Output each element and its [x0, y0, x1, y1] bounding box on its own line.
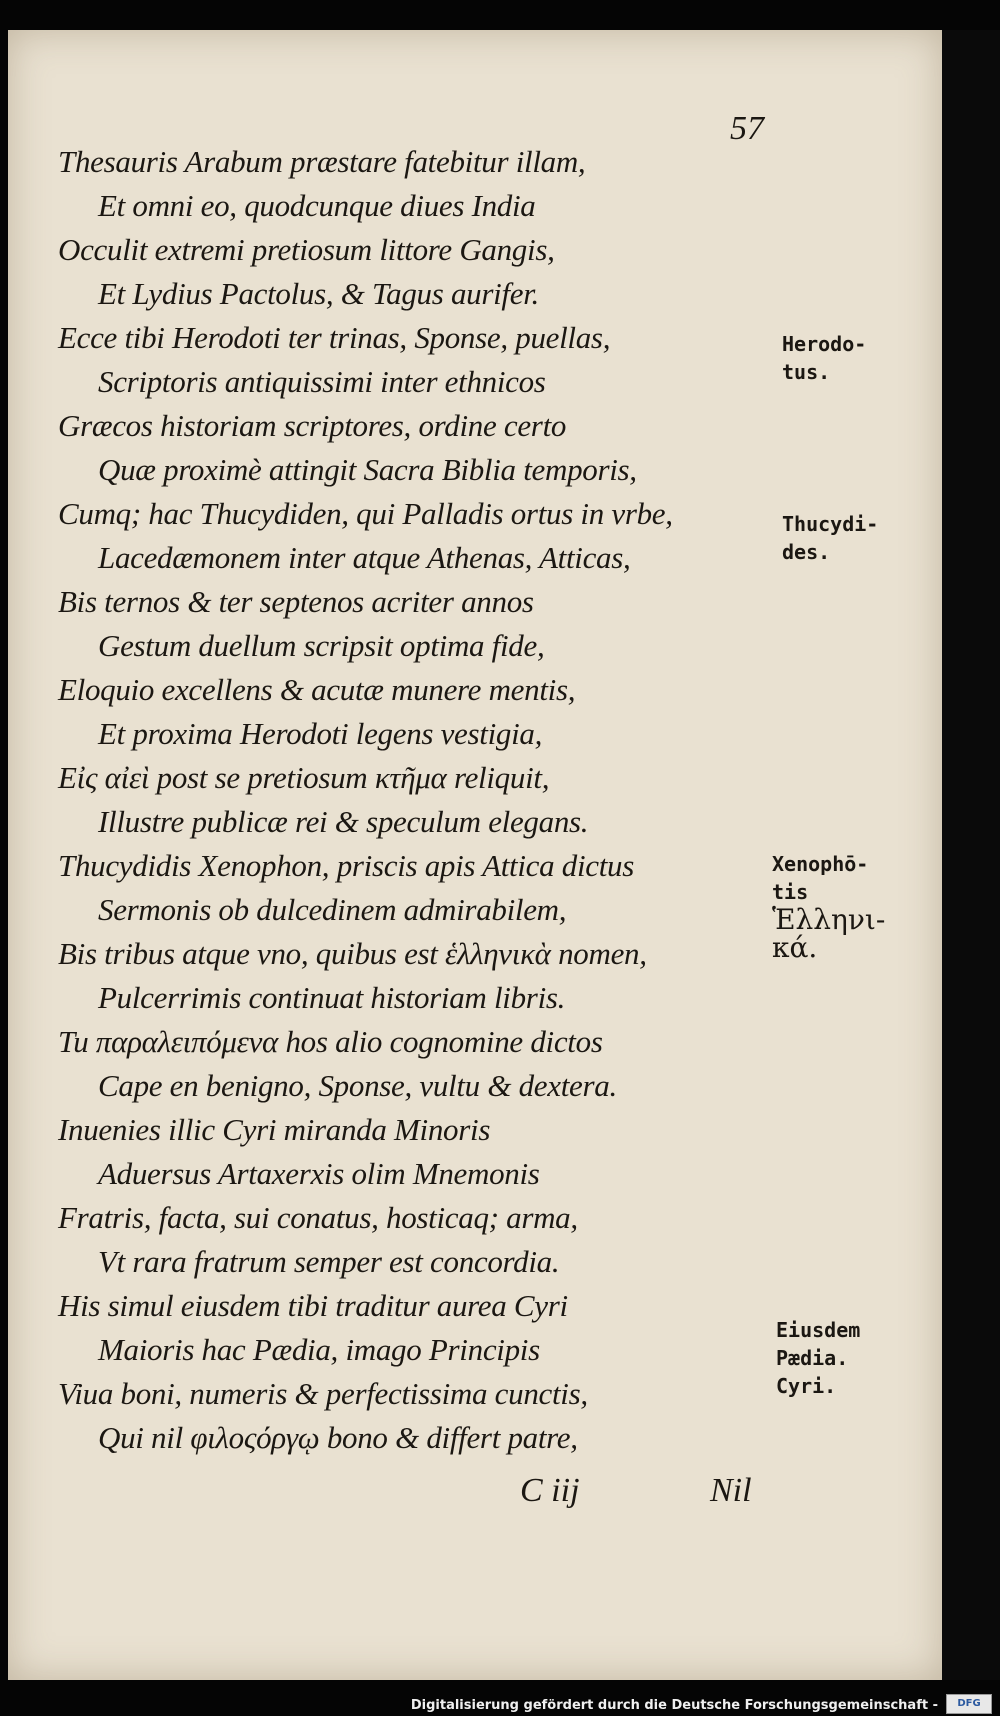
text-line: Lacedæmonem inter atque Athenas, Atticas, [98, 540, 631, 575]
margin-line: κά. [772, 931, 818, 964]
text-line: Maioris hac Pædia, imago Principis [98, 1332, 540, 1367]
text-line: Eloquio excellens & acutæ munere mentis, [58, 672, 576, 707]
margin-line: Xenophō- [772, 852, 869, 876]
margin-line: Herodo- [782, 332, 867, 356]
text-line: Sermonis ob dulcedinem admirabilem, [98, 892, 567, 927]
text-line: Fratris, facta, sui conatus, hosticaq; arma, [58, 1200, 578, 1235]
text-line: Cape en benigno, Sponse, vultu & dextera. [98, 1068, 617, 1103]
text-line: Et omni eo, quodcunque diues India [98, 188, 536, 223]
text-line: Gestum duellum scripsit optima fide, [98, 628, 545, 663]
text-line: Illustre publicæ rei & speculum elegans. [98, 804, 589, 839]
text-line: Ecce tibi Herodoti ter trinas, Sponse, puellas, [58, 320, 611, 355]
text-line: Pulcerrimis continuat historiam libris. [98, 980, 566, 1015]
margin-line: tus. [782, 360, 831, 384]
text-line: Viua boni, numeris & perfectissima cunctis, [58, 1376, 588, 1411]
text-line: Thucydidis Xenophon, priscis apis Attica dictus [58, 848, 635, 883]
margin-note-xenophon [772, 850, 885, 962]
text-line: Thesauris Arabum præstare fatebitur illam, [58, 144, 586, 179]
text-line: Vt rara fratrum semper est concordia. [98, 1244, 560, 1279]
right-black-strip [942, 30, 1000, 1680]
text-line: His simul eiusdem tibi traditur aurea Cyri [58, 1288, 568, 1323]
text-line: Occulit extremi pretiosum littore Gangis, [58, 232, 555, 267]
margin-line: Cyri. [776, 1374, 837, 1398]
text-line: Tu παραλειπόμενα hos alio cognomine dictos [58, 1024, 603, 1059]
text-line: Cumq; hac Thucydiden, qui Palladis ortus in vrbe, [58, 496, 673, 531]
margin-note-paedia [776, 1316, 860, 1400]
dfg-logo: DFG [946, 1694, 992, 1714]
text-line: Græcos historiam scriptores, ordine certo [58, 408, 567, 443]
text-line: Bis tribus atque vno, quibus est ἑλληνικὰ nomen, [58, 936, 647, 971]
margin-line: Pædia. [776, 1346, 849, 1370]
page-number: 57 [730, 110, 764, 147]
text-line: Et Lydius Pactolus, & Tagus aurifer. [98, 276, 539, 311]
text-line: Inuenies illic Cyri miranda Minoris [58, 1112, 491, 1147]
text-line: Quæ proximè attingit Sacra Biblia temporis, [98, 452, 637, 487]
text-line: Et proxima Herodoti legens vestigia, [98, 716, 543, 751]
digitization-footer: Digitalisierung gefördert durch die Deutsche Forschungsgemeinschaft - [410, 1698, 938, 1713]
margin-line: Eiusdem [776, 1318, 861, 1342]
margin-note-herodotus [782, 330, 866, 386]
margin-note-thucydides [782, 510, 878, 566]
text-line: Bis ternos & ter septenos acriter annos [58, 584, 534, 619]
text-line: Εἰς αἰεὶ post se pretiosum κτῆμα reliquit, [58, 760, 550, 795]
signature-mark: C iij [520, 1472, 580, 1509]
margin-line: Ἑλληνι- [772, 903, 886, 936]
margin-line: tis [772, 880, 809, 904]
text-line: Qui nil φιλοςόργῳ bono & differt patre, [98, 1420, 578, 1455]
text-line: Aduersus Artaxerxis olim Mnemonis [98, 1156, 540, 1191]
margin-line: Thucydi- [782, 512, 879, 536]
catchword: Nil [710, 1472, 752, 1509]
text-line: Scriptoris antiquissimi inter ethnicos [98, 364, 546, 399]
margin-line: des. [782, 540, 831, 564]
